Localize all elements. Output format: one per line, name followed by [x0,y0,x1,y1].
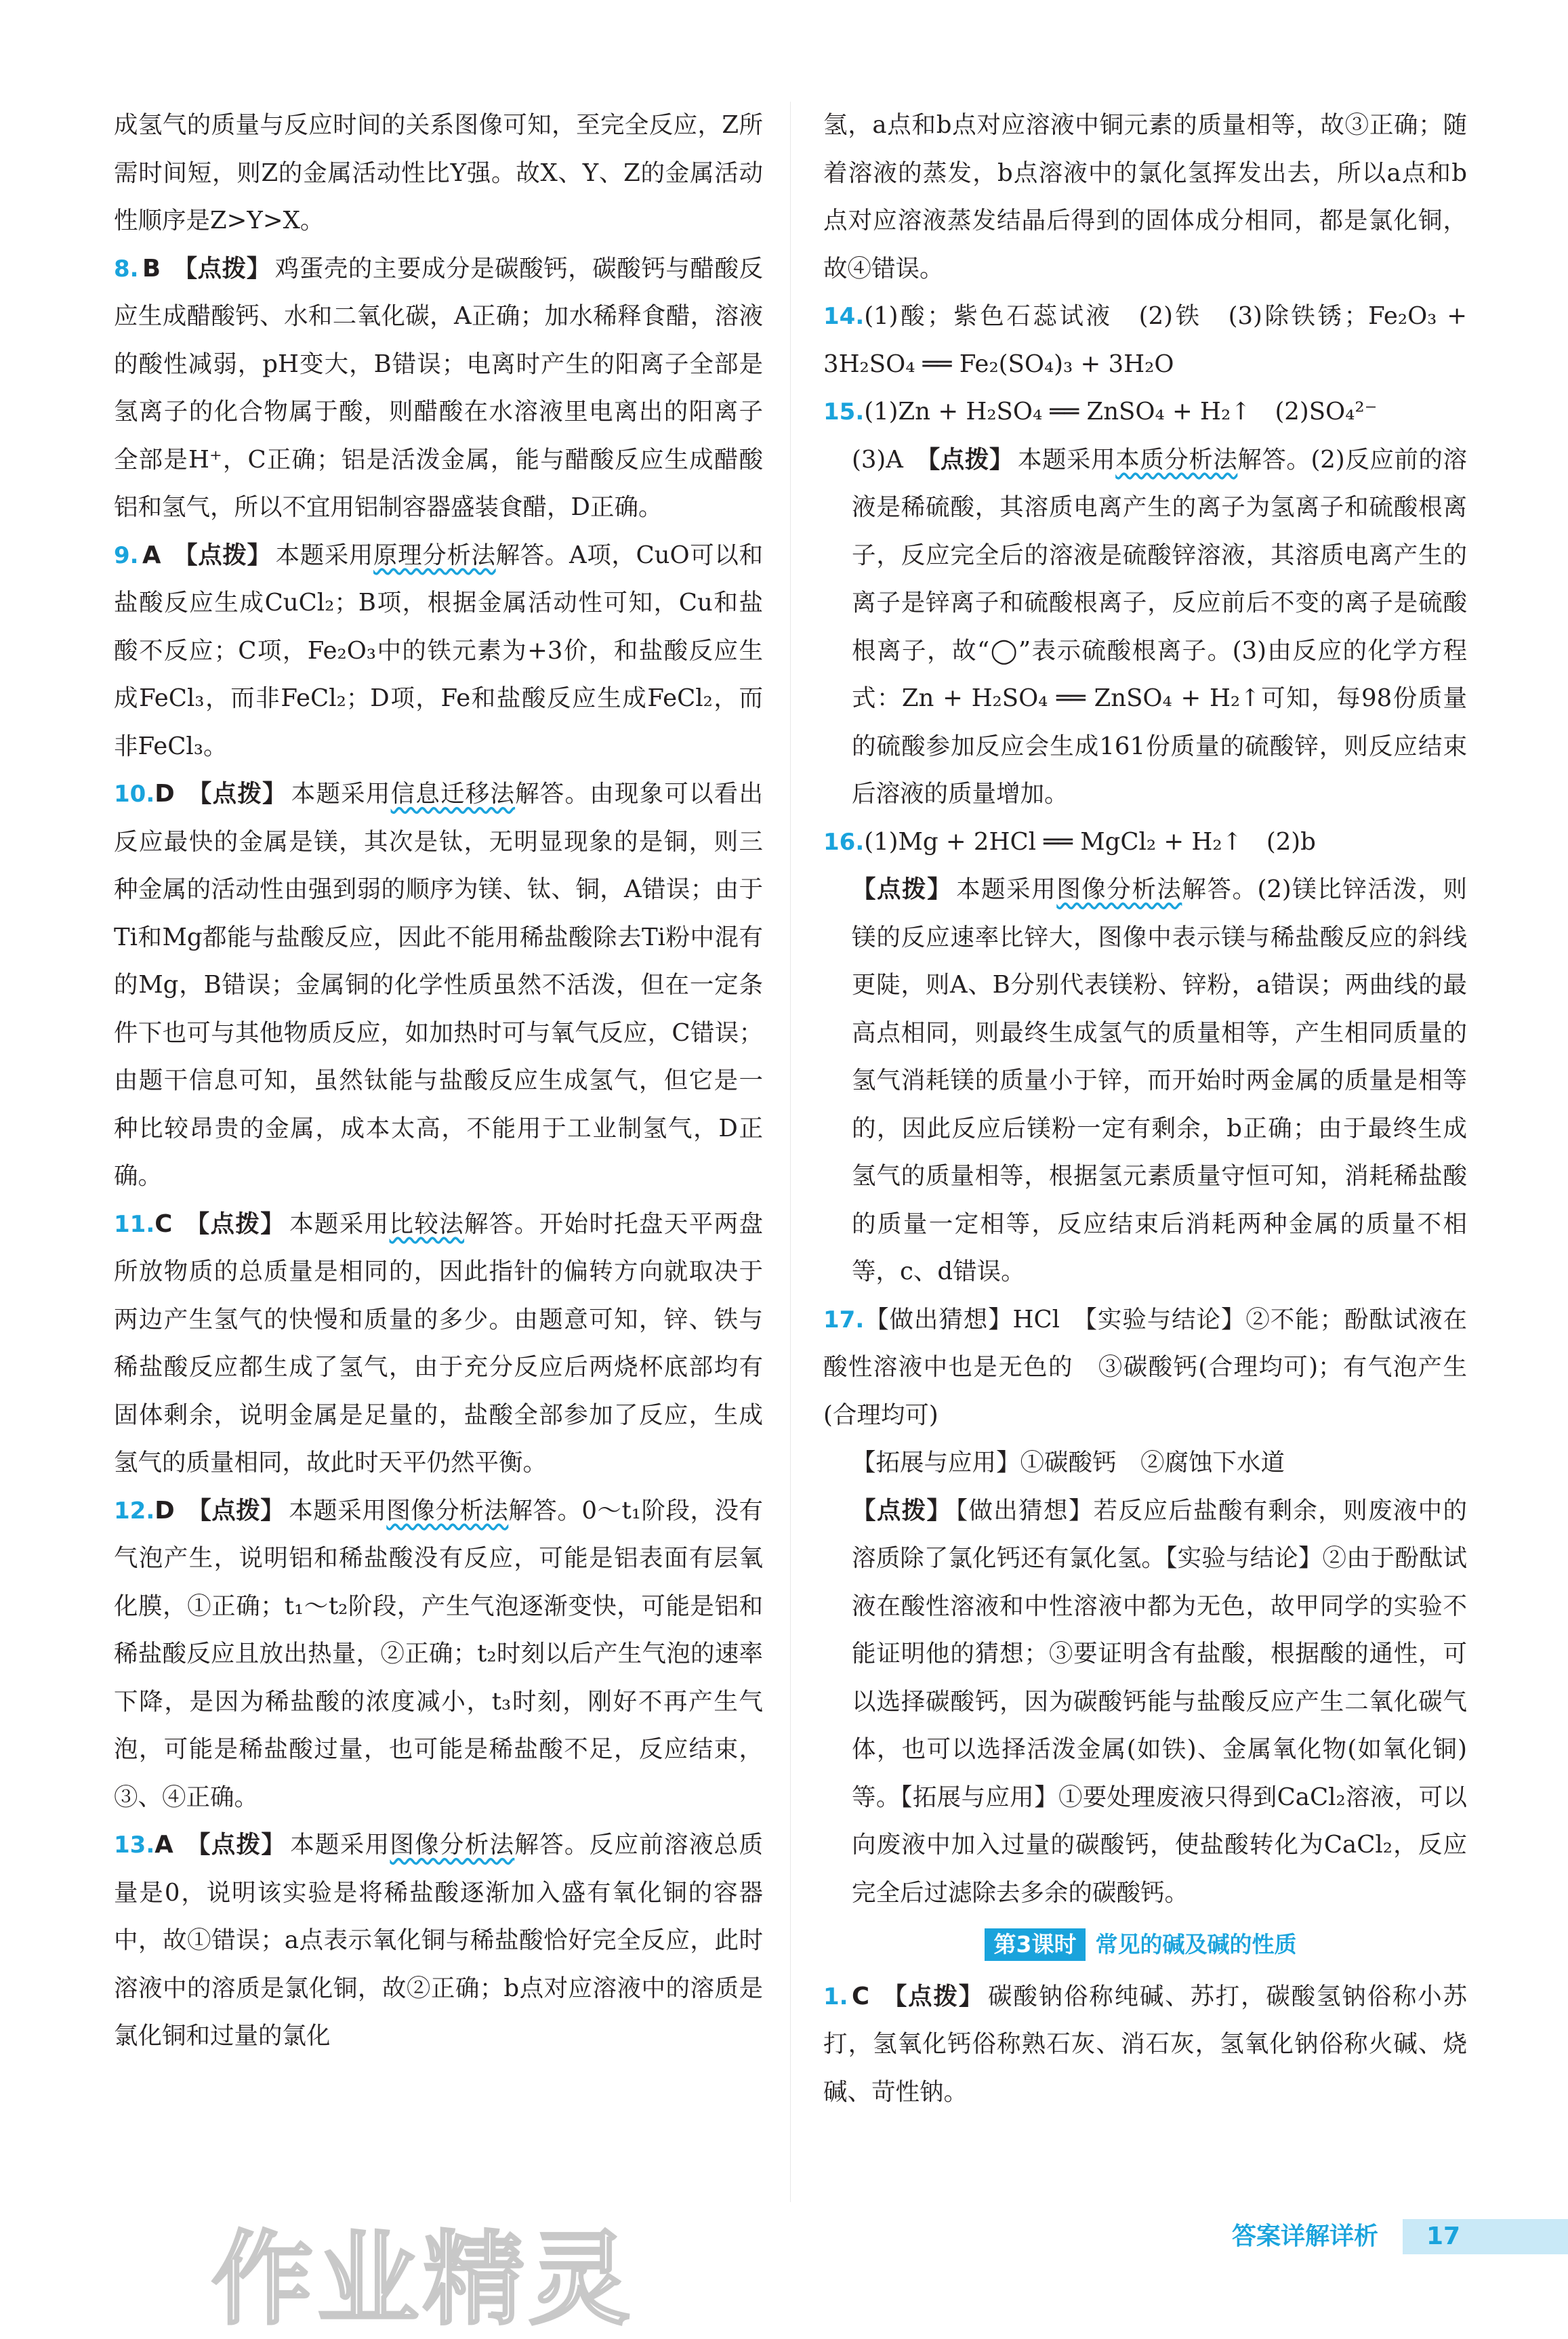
question-number: 1. [823,1983,848,2010]
hint-tag: 【点拨】 [852,875,953,903]
explanation-text: 解答。A项，CuO可以和盐酸反应生成CuCl₂；B项，根据金属活动性可知，Cu和盐酸不反应；C项，Fe₂O₃中的铁元素为+3价，和盐酸反应生成FeCl₃，而非FeCl₂；D项，Fe和盐酸反应生成FeCl₂，而非FeCl₃。 [114,541,763,760]
question-number: 11. [114,1210,155,1238]
question-number: 14. [823,303,865,330]
footer-label: 答案详解详析 [1232,2222,1379,2250]
explanation-text: 解答。(2)反应前的溶液是稀硫酸，其溶质电离产生的离子为氢离子和硫酸根离子，反应完全后的溶液是硫酸锌溶液，其溶质电离产生的离子是锌离子和硫酸根离子，反应前后不变的离子是硫酸根离子，故“◯”表示硫酸根离子。(3)由反应的化学方程式：Zn + H₂SO₄ ══ ZnSO₄ + H₂↑可知，每98份质量的硫酸参加反应会生成161份质量的硫酸锌，则反应结束后溶液的质量增加。 [852,445,1467,808]
explanation-text: 碳酸钠俗称纯碱、苏打，碳酸氢钠俗称小苏打，氢氧化钙俗称熟石灰、消石灰，氢氧化钠俗称火碱、烧碱、苛性钠。 [823,1982,1467,2106]
answer-paragraph [823,819,1467,867]
hint-tag: 【点拨】 [852,1496,952,1525]
method-name: 本质分析法 [1115,445,1238,474]
explanation-text: 解答。由现象可以看出反应最快的金属是镁，其次是钛，无明显现象的是铜，则三种金属的活动性由强到弱的顺序为镁、钛、铜，A错误；由于Ti和Mg都能与盐酸反应，因此不能用稀盐酸除去Ti粉中混有的Mg，B错误；金属铜的化学性质虽然不活泼，但在一定条件下也可与其他物质反应，如加热时可与氧气反应，C错误；由题干信息可知，虽然钛能与盐酸反应生成氢气，但它是一种比较昂贵的金属，成本太高，不能用于工业制氢气，D正确。 [114,780,763,1190]
question-number: 8. [114,255,139,283]
lesson-badge: 第3课时 [985,1928,1086,1961]
lesson-title: 常见的碱及碱的性质 [1095,1931,1297,1958]
answer-paragraph [823,1439,1467,1487]
explanation-text: (1)Zn + H₂SO₄ ══ ZnSO₄ + H₂↑ (2)SO₄²⁻ [864,398,1378,426]
answer-paragraph [114,532,763,771]
explanation-text: 鸡蛋壳的主要成分是碳酸钙，碳酸钙与醋酸反应生成醋酸钙、水和二氧化碳，A正确；加水稀释食醋，溶液的酸性减弱，pH变大，B错误；电离时产生的阳离子全部是氢离子的化合物属于酸，则醋酸在水溶液里电离出的阳离子全部是H⁺，C正确；铝是活泼金属，能与醋酸反应生成醋酸铝和氢气，所以不宜用铝制容器盛装食醋，D正确。 [114,254,763,521]
answer-paragraph [114,1201,763,1487]
answer-choice: C [852,1982,870,2010]
answer-choice: (3)A [852,445,928,474]
answer-choice: A [142,541,161,569]
answer-choice: D [154,780,175,808]
explanation-text: 【做出猜想】若反应后盐酸有剩余，则废液中的溶质除了氯化钙还有氯化氢。【实验与结论】②由于酚酞试液在酸性溶液和中性溶液中都为无色，故甲同学的实验不能证明他的猜想；③要证明含有盐酸，根据酸的通性，可以选择碳酸钙，因为碳酸钙能与盐酸反应产生二氧化碳气体，也可以选择活泼金属(如铁)、金属氧化物(如氧化铜)等。【拓展与应用】①要处理废液只得到CaCl₂溶液，可以向废液中加入过量的碳酸钙，使盐酸转化为CaCl₂，反应完全后过滤除去多余的碳酸钙。 [852,1496,1467,1907]
answer-choice: A [154,1831,173,1859]
method-prefix: 本题采用 [275,541,374,569]
explanation-text: 【拓展与应用】①碳酸钙 ②腐蚀下水道 [852,1449,1285,1476]
method-prefix: 本题采用 [289,1209,390,1238]
method-prefix: 本题采用 [956,875,1057,903]
method-prefix: 本题采用 [290,1831,390,1859]
hint-tag: 【点拨】 [186,1496,285,1525]
column-divider [790,102,791,2202]
method-name: 比较法 [389,1209,465,1238]
answer-paragraph [823,1487,1467,1918]
answer-paragraph [114,245,763,532]
explanation-text: (1)酸；紫色石蕊试液 (2)铁 (3)除铁锈；Fe₂O₃ + 3H₂SO₄ ══ Fe₂(SO₄)₃ + 3H₂O [823,302,1467,378]
question-number: 13. [114,1831,155,1859]
answer-paragraph [823,293,1467,388]
method-prefix: 本题采用 [1017,445,1116,474]
question-number: 17. [823,1306,865,1333]
method-name: 图像分析法 [386,1496,509,1525]
hint-tag: 【点拨】 [184,1209,286,1238]
hint-tag: 【点拨】 [186,780,287,808]
hint-tag: 【点拨】 [882,1982,985,2010]
question-number: 9. [114,541,139,569]
method-name: 原理分析法 [373,541,496,569]
question-number: 16. [823,828,865,856]
answer-paragraph [114,1487,763,1822]
explanation-text: 解答。开始时托盘天平两盘所放物质的总质量是相同的，因此指针的偏转方向就取决于两边产生氢气的快慢和质量的多少。由题意可知，锌、铁与稀盐酸反应都生成了氢气，由于充分反应后两烧杯底部均有固体剩余，说明金属是足量的，盐酸全部参加了反应，生成氢气的质量相同，故此时天平仍然平衡。 [114,1209,763,1476]
question-number: 12. [114,1497,155,1525]
question-number: 10. [114,781,155,808]
method-name: 图像分析法 [390,1831,515,1859]
explanation-text: 解答。反应前溶液总质量是0，说明该实验是将稀盐酸逐渐加入盛有氧化铜的容器中，故①错误；a点表示氧化铜与稀盐酸恰好完全反应，此时溶液中的溶质是氯化铜，故②正确；b点对应溶液中的溶质是氯化铜和过量的氯化 [114,1831,763,2050]
right-column [823,102,1467,2116]
answer-choice: B [142,254,161,283]
answer-paragraph [114,1821,763,2061]
answer-paragraph [823,436,1467,819]
left-column [114,102,763,2061]
section-heading [823,1921,1467,1969]
answer-paragraph [823,1296,1467,1440]
watermark-logo: 作业精灵 [211,2221,635,2339]
answer-paragraph [823,102,1467,293]
explanation-text: 氢，a点和b点对应溶液中铜元素的质量相等，故③正确；随着溶液的蒸发，b点溶液中的氯化氢挥发出去，所以a点和b点对应溶液蒸发结晶后得到的固体成分相同，都是氯化铜，故④错误。 [823,111,1467,283]
method-name: 图像分析法 [1056,875,1182,903]
hint-tag: 【点拨】 [173,254,271,283]
explanation-text: 【做出猜想】HCl 【实验与结论】②不能；酚酞试液在酸性溶液中也是无色的 ③碳酸钙(合理均可)；有气泡产生(合理均可) [823,1305,1467,1429]
explanation-text: 解答。(2)镁比锌活泼，则镁的反应速率比锌大，图像中表示镁与稀盐酸反应的斜线更陡，则A、B分别代表镁粉、锌粉，a错误；两曲线的最高点相同，则最终生成氢气的质量相等，产生相同质量的氢气消耗镁的质量小于锌，而开始时两金属的质量是相等的，因此反应后镁粉一定有剩余，b正确；由于最终生成氢气的质量相等，根据氢元素质量守恒可知，消耗稀盐酸的质量一定相等，反应结束后消耗两种金属的质量不相等，c、d错误。 [852,875,1467,1285]
explanation-text: 解答。0～t₁阶段，没有气泡产生，说明铝和稀盐酸没有反应，可能是铝表面有层氧化膜，①正确；t₁～t₂阶段，产生气泡逐渐变快，可能是铝和稀盐酸反应且放出热量，②正确；t₂时刻以后产生气泡的速率下降，是因为稀盐酸的浓度减小，t₃时刻，刚好不再产生气泡，可能是稀盐酸过量，也可能是稀盐酸不足，反应结束，③、④正确。 [114,1496,763,1811]
hint-tag: 【点拨】 [928,445,1014,474]
explanation-text: 成氢气的质量与反应时间的关系图像可知，至完全反应，Z所需时间短，则Z的金属活动性比Y强。故X、Y、Z的金属活动性顺序是Z>Y>X。 [114,111,763,234]
method-prefix: 本题采用 [291,780,391,808]
answer-paragraph [823,1973,1467,2117]
answer-paragraph [823,388,1467,436]
question-number: 15. [823,398,865,426]
hint-tag: 【点拨】 [173,541,272,569]
answer-choice: C [154,1209,173,1238]
answer-paragraph [114,102,763,245]
answer-choice: D [154,1496,175,1525]
explanation-text: (1)Mg + 2HCl ══ MgCl₂ + H₂↑ (2)b [864,827,1316,856]
answer-paragraph [114,770,763,1201]
method-prefix: 本题采用 [289,1496,387,1525]
page-number: 17 [1403,2219,1568,2254]
method-name: 信息迁移法 [390,780,516,808]
hint-tag: 【点拨】 [185,1831,287,1859]
answer-paragraph [823,866,1467,1296]
